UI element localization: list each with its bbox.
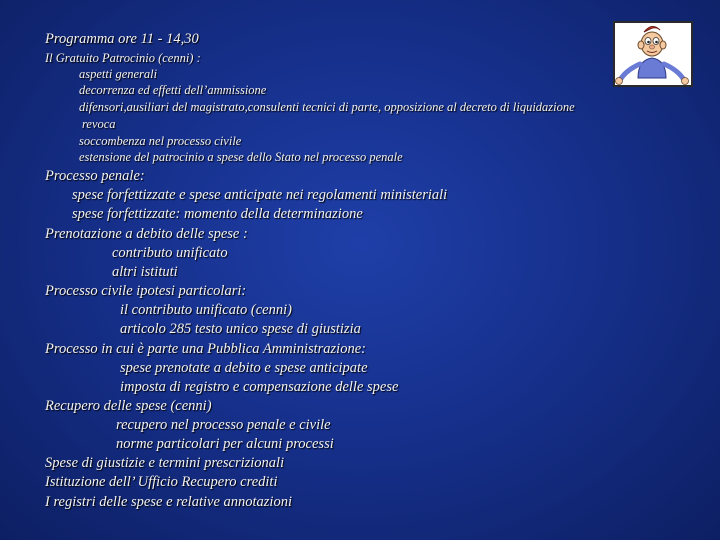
list-item: spese prenotate a debito e spese anticipate — [120, 360, 368, 376]
list-item: soccombenza nel processo civile — [79, 134, 242, 148]
list-item: spese forfettizzate e spese anticipate nei regolamenti ministeriali — [72, 187, 448, 203]
cartoon-character-holding-sign-icon — [612, 20, 694, 88]
section-heading: Prenotazione a debito delle spese : — [45, 226, 248, 242]
list-item: estensione del patrocinio a spese dello Stato nel processo penale — [79, 150, 403, 164]
section-heading: Spese di giustizie e termini prescrizionali — [45, 455, 285, 471]
list-item: articolo 285 testo unico spese di giustizia — [120, 321, 361, 337]
list-item: decorrenza ed effetti dell’ammissione — [79, 83, 267, 97]
section-heading: Istituzione dell’ Ufficio Recupero crediti — [45, 474, 278, 490]
list-item: difensori,ausiliari del magistrato,consulenti tecnici di parte, opposizione al decreto di liquidazione — [79, 100, 575, 114]
list-item: il contributo unificato (cenni) — [120, 302, 292, 318]
list-item: revoca — [82, 117, 116, 131]
list-item: spese forfettizzate: momento della determinazione — [72, 206, 363, 222]
list-item: contributo unificato — [112, 245, 228, 261]
list-item: aspetti generali — [79, 67, 158, 81]
list-item: recupero nel processo penale e civile — [116, 417, 331, 433]
section-heading: Il Gratuito Patrocinio (cenni) : — [45, 51, 201, 65]
list-item: altri istituti — [112, 264, 178, 280]
list-item: imposta di registro e compensazione delle spese — [120, 379, 399, 395]
section-heading: Processo penale: — [45, 168, 145, 184]
section-heading: Processo civile ipotesi particolari: — [45, 283, 247, 299]
section-heading: I registri delle spese e relative annotazioni — [45, 494, 292, 510]
section-heading: Processo in cui è parte una Pubblica Amministrazione: — [45, 341, 366, 357]
list-item: norme particolari per alcuni processi — [116, 436, 334, 452]
program-title: Programma ore 11 - 14,30 — [45, 31, 199, 47]
section-heading: Recupero delle spese (cenni) — [45, 398, 212, 414]
